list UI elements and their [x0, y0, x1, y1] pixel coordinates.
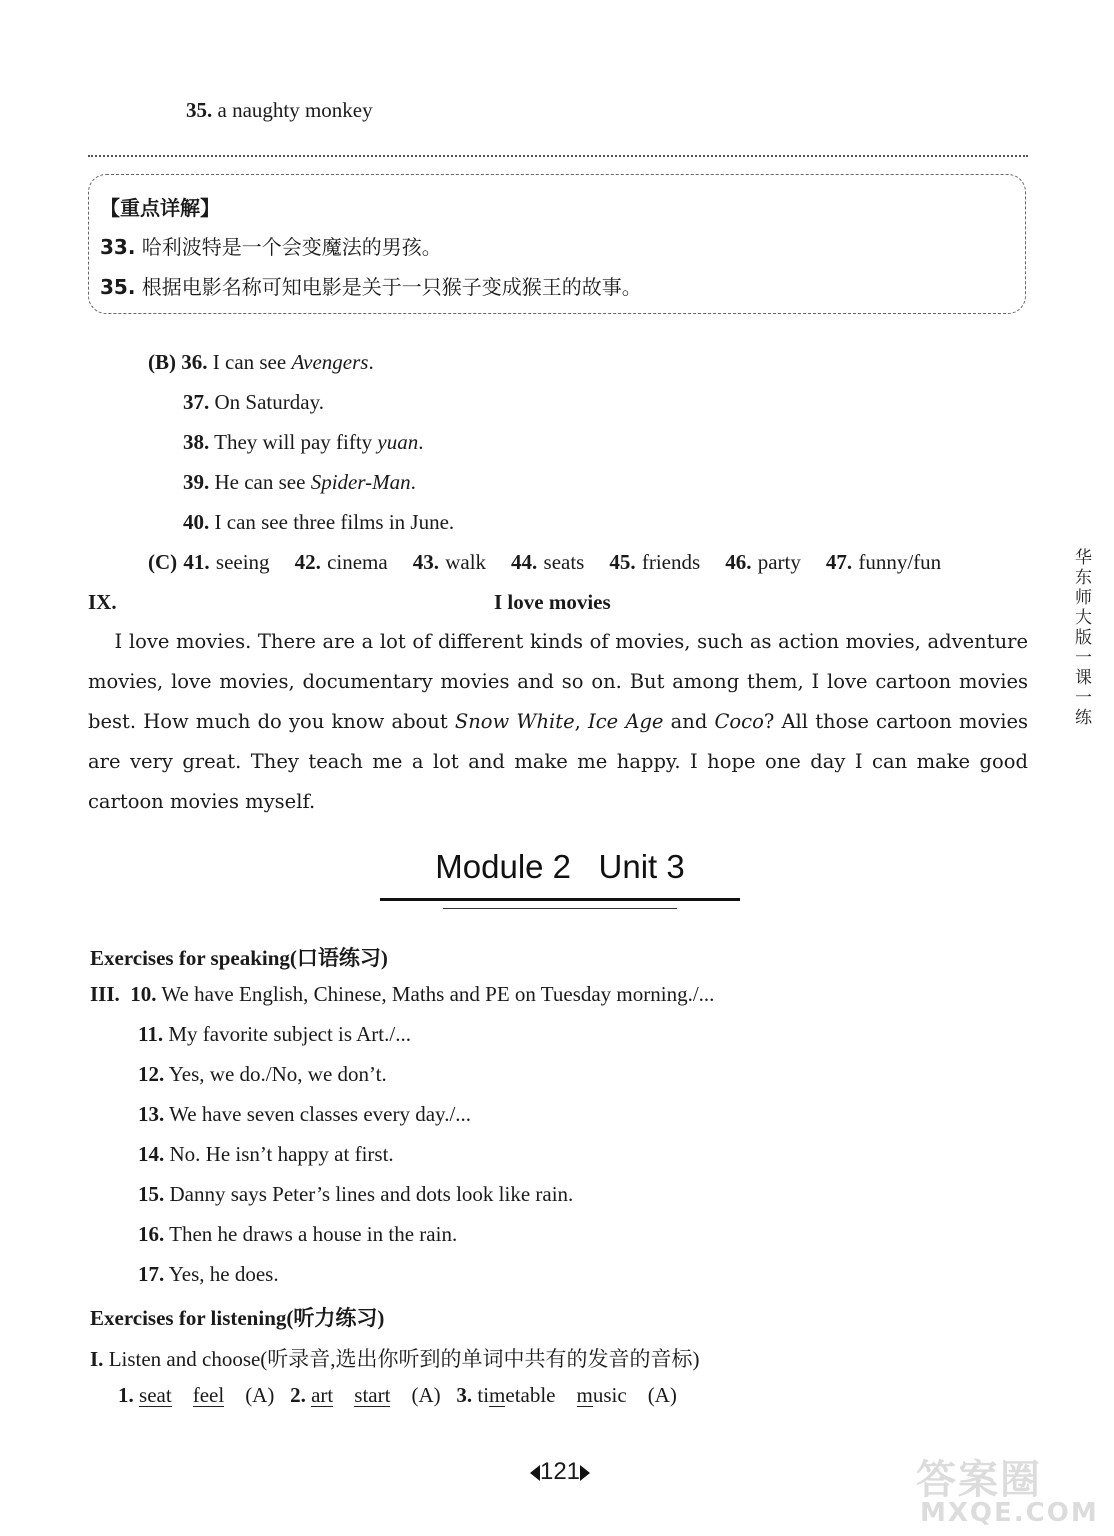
watermark-logo — [906, 1448, 1106, 1532]
item-text: I can see — [212, 350, 292, 374]
item-text: funny/fun — [858, 550, 942, 574]
item-text: On Saturday. — [214, 390, 324, 414]
listening-heading: Exercises for listening(听力练习) — [90, 1306, 385, 1330]
item-text: seats — [543, 550, 585, 574]
item-number: 14. — [138, 1142, 165, 1166]
book-series-label: 华东师大版一课一练 — [1071, 548, 1091, 728]
word: timetable — [477, 1383, 556, 1407]
instruction-text: Listen and choose(听录音,选出你听到的单词中共有的发音的音标) — [108, 1347, 700, 1371]
answer-choice: (A) — [647, 1383, 677, 1407]
part-label: (B) — [148, 350, 176, 374]
item-text: I can see three films in June. — [214, 510, 455, 534]
item-number: 40. — [183, 510, 210, 534]
item-number: 37. — [183, 390, 210, 414]
speaking-item — [138, 1222, 457, 1247]
item-text: cinema — [327, 550, 388, 574]
word: seat — [139, 1383, 172, 1407]
item-text: . — [368, 350, 374, 374]
item-text: 哈利波特是一个会变魔法的男孩。 — [141, 235, 442, 259]
key-box-line — [100, 231, 442, 260]
dotted-divider — [88, 155, 1028, 157]
item-number: 15. — [138, 1182, 165, 1206]
answer-36 — [148, 350, 374, 375]
item-text: My favorite subject is Art./... — [168, 1022, 411, 1046]
speaking-item — [138, 1142, 394, 1167]
item-number: 36. — [181, 350, 208, 374]
item-number: 38. — [183, 430, 210, 454]
item-number: 16. — [138, 1222, 165, 1246]
item-text: seeing — [215, 550, 270, 574]
section-number: IX. — [88, 590, 117, 614]
item-text: . — [410, 470, 416, 494]
section-number: I. — [90, 1347, 104, 1371]
item-text: Then he draws a house in the rain. — [169, 1222, 458, 1246]
item-number: 42. — [294, 550, 321, 574]
item-number: 46. — [725, 550, 752, 574]
item-text: We have seven classes every day./... — [169, 1102, 472, 1126]
item-number: 44. — [511, 550, 538, 574]
item-text: They will pay fifty — [214, 430, 378, 454]
movie-title: Coco — [714, 710, 764, 733]
speaking-item — [138, 1262, 279, 1287]
answer-39 — [183, 470, 416, 495]
item-text: Yes, we do./No, we don’t. — [168, 1062, 387, 1086]
item-number: 1. — [118, 1383, 134, 1407]
item-text: walk — [445, 550, 487, 574]
item-text: We have English, Chinese, Maths and PE on Tuesday morning./... — [161, 982, 715, 1006]
part-label: (C) — [148, 550, 178, 574]
watermark-url: MXQE.COM — [920, 1498, 1099, 1528]
item-number: 41. — [183, 550, 210, 574]
word: feel — [192, 1383, 225, 1407]
item-text: He can see — [214, 470, 311, 494]
answer-38 — [183, 430, 424, 455]
answer-37 — [183, 390, 324, 415]
speaking-heading: Exercises for speaking(口语练习) — [90, 946, 388, 970]
item-text: No. He isn’t happy at first. — [169, 1142, 394, 1166]
item-italic: Spider-Man — [310, 470, 411, 494]
item-number: 2. — [290, 1383, 306, 1407]
speaking-item — [138, 1102, 471, 1127]
item-number: 10. — [130, 982, 157, 1006]
item-italic: yuan — [377, 430, 419, 454]
answers-part-c — [148, 550, 941, 575]
movie-title: Ice Age — [588, 710, 664, 733]
item-text: . — [418, 430, 424, 454]
item-number: 33. — [100, 235, 136, 259]
answer-choice: (A) — [411, 1383, 441, 1407]
speaking-item — [138, 1182, 573, 1207]
item-text: a naughty monkey — [217, 98, 373, 122]
essay-text: ? All those cartoon movies are very great. They teach me a lot and make me happy. I hope one day I can make good cartoon movies myself. — [88, 710, 1029, 813]
listening-answers — [118, 1383, 677, 1408]
left-triangle-icon — [530, 1465, 540, 1481]
title-rule-thick — [380, 898, 740, 901]
item-number: 11. — [138, 1022, 164, 1046]
speaking-item-10 — [90, 982, 714, 1007]
module-title: Module 2 Unit 3 — [435, 848, 685, 885]
item-text: friends — [641, 550, 701, 574]
item-number: 35. — [100, 275, 136, 299]
essay-title: I love movies — [494, 590, 611, 614]
essay-text: I love movies. There are a lot of different kinds of movies, such as action movies, adventure movies, love movies, documentary movies and so on. But among them, I love cartoon movies best. How much do you know about — [88, 630, 1028, 733]
watermark-text: 答案圈 — [916, 1457, 1042, 1503]
title-rule-thin — [443, 908, 677, 909]
word: start — [354, 1383, 391, 1407]
answer-choice: (A) — [245, 1383, 275, 1407]
speaking-item — [138, 1062, 387, 1087]
section-number: III. — [90, 982, 120, 1006]
item-number: 47. — [825, 550, 853, 574]
essay-text: and — [663, 710, 715, 733]
key-box-line — [100, 271, 642, 300]
right-triangle-icon — [580, 1465, 590, 1481]
item-number: 43. — [412, 550, 439, 574]
listening-instruction — [90, 1343, 700, 1373]
item-number: 3. — [456, 1383, 473, 1407]
word: art — [311, 1383, 334, 1407]
item-text: Danny says Peter’s lines and dots look like rain. — [169, 1182, 574, 1206]
item-text: 根据电影名称可知电影是关于一只猴子变成猴王的故事。 — [141, 275, 642, 299]
item-text: Yes, he does. — [168, 1262, 279, 1286]
essay-paragraph — [88, 622, 1028, 822]
item-number: 13. — [138, 1102, 165, 1126]
key-box-title: 【重点详解】 — [100, 196, 220, 220]
item-number: 39. — [183, 470, 210, 494]
page-number — [520, 1458, 600, 1486]
movie-title: Snow White — [454, 710, 575, 733]
answer-35-top — [186, 98, 373, 123]
item-number: 45. — [609, 550, 636, 574]
speaking-item — [138, 1022, 411, 1047]
page-number-text: 121 — [539, 1458, 581, 1485]
item-number: 17. — [138, 1262, 165, 1286]
item-number: 35. — [186, 98, 213, 122]
item-text: party — [757, 550, 801, 574]
essay-text: , — [574, 710, 589, 733]
item-italic: Avengers — [291, 350, 369, 374]
word: music — [576, 1383, 627, 1407]
item-number: 12. — [138, 1062, 165, 1086]
answer-40 — [183, 510, 454, 535]
